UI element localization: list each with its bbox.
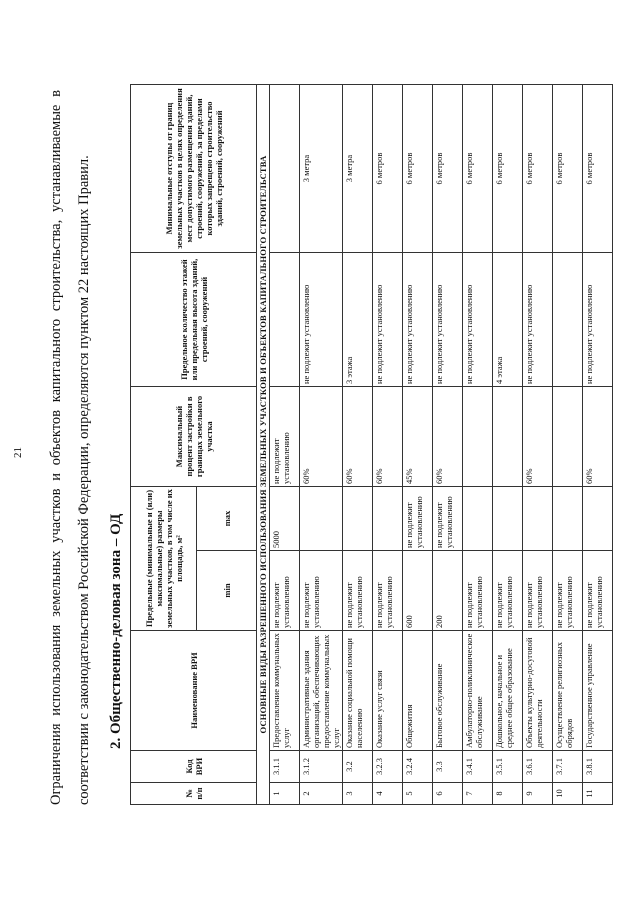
cell-percent: 60% [300, 387, 343, 487]
header-code: Код ВРИ [131, 751, 257, 783]
table-row [343, 85, 373, 805]
cell-setback: 6 метров [373, 85, 403, 253]
cell-name: Оказание социальной помощи населению [343, 631, 373, 751]
cell-code: 3.6.1 [523, 751, 553, 783]
cell-floors: не подлежит установлению [403, 253, 433, 387]
cell-max: не подлежит установлению [433, 487, 463, 551]
cell-num: 3 [343, 783, 373, 805]
cell-min: не подлежит установлению [553, 551, 583, 631]
cell-num: 1 [270, 783, 300, 805]
cell-code: 3.2 [343, 751, 373, 783]
table-row [433, 85, 463, 805]
cell-num: 2 [300, 783, 343, 805]
cell-percent: 60% [373, 387, 403, 487]
cell-name: Осуществление религиозных обрядов [553, 631, 583, 751]
cell-min: не подлежит установлению [523, 551, 553, 631]
cell-name: Государственное управление [583, 631, 613, 751]
cell-max [300, 487, 343, 551]
cell-max [463, 487, 493, 551]
cell-num: 10 [553, 783, 583, 805]
cell-setback: 6 метров [433, 85, 463, 253]
cell-max [523, 487, 553, 551]
cell-name: Объекты культурно-досуговой деятельности [523, 631, 553, 751]
cell-setback: 6 метров [403, 85, 433, 253]
cell-code: 3.3 [433, 751, 463, 783]
cell-floors: не подлежит установлению [373, 253, 403, 387]
cell-percent: 60% [433, 387, 463, 487]
cell-code: 3.7.1 [553, 751, 583, 783]
cell-floors: не подлежит установлению [463, 253, 493, 387]
intro-paragraph [42, 90, 98, 805]
cell-code: 3.1.1 [270, 751, 300, 783]
cell-setback: 6 метров [553, 85, 583, 253]
table-row [373, 85, 403, 805]
header-setback: Минимальные отступы от границ земельных участков в целях определения мест допустимого размещения зданий, строений, сооружений, за пределами которых запрещено строительство зданий, строений, сооружений [131, 85, 257, 253]
cell-percent [463, 387, 493, 487]
cell-setback: 6 метров [523, 85, 553, 253]
cell-percent: 60% [343, 387, 373, 487]
cell-num: 6 [433, 783, 463, 805]
cell-min: не подлежит установлению [300, 551, 343, 631]
cell-max: 5000 [270, 487, 300, 551]
cell-name: Бытовое обслуживание [433, 631, 463, 751]
table-row [553, 85, 583, 805]
header-max: max [197, 487, 257, 551]
cell-percent: не подлежит установлению [270, 387, 300, 487]
cell-num: 9 [523, 783, 553, 805]
header-min: min [197, 551, 257, 631]
cell-max [583, 487, 613, 551]
table-row [300, 85, 343, 805]
cell-floors [553, 253, 583, 387]
cell-setback: 3 метра [343, 85, 373, 253]
cell-floors: не подлежит установлению [300, 253, 343, 387]
cell-min: не подлежит установлению [583, 551, 613, 631]
cell-floors: не подлежит установлению [583, 253, 613, 387]
cell-name: Оказание услуг связи [373, 631, 403, 751]
table-row [583, 85, 613, 805]
cell-code: 3.5.1 [493, 751, 523, 783]
header-percent: Максимальный процент застройки в границах земельного участка [131, 387, 257, 487]
cell-floors: 3 этажа [343, 253, 373, 387]
cell-min: не подлежит установлению [270, 551, 300, 631]
cell-num: 11 [583, 783, 613, 805]
cell-num: 4 [373, 783, 403, 805]
header-name: Наименование ВРИ [131, 631, 257, 751]
cell-setback: 6 метров [463, 85, 493, 253]
cell-percent [493, 387, 523, 487]
cell-max [553, 487, 583, 551]
cell-max [493, 487, 523, 551]
cell-code: 3.8.1 [583, 751, 613, 783]
cell-percent [553, 387, 583, 487]
cell-code: 3.1.2 [300, 751, 343, 783]
cell-num: 7 [463, 783, 493, 805]
cell-min: 600 [403, 551, 433, 631]
cell-setback [270, 85, 300, 253]
cell-code: 3.2.4 [403, 751, 433, 783]
cell-min: 200 [433, 551, 463, 631]
cell-setback: 6 метров [583, 85, 613, 253]
section-title: ОСНОВНЫЕ ВИДЫ РАЗРЕШЕННОГО ИСПОЛЬЗОВАНИЯ ЗЕМЕЛЬНЫХ УЧАСТКОВ И ОБЪЕКТОВ КАПИТАЛЬНОГО СТРОИТЕЛЬСТВА [257, 85, 270, 805]
cell-floors [270, 253, 300, 387]
cell-name: Общежития [403, 631, 433, 751]
cell-code: 3.4.1 [463, 751, 493, 783]
table-row [463, 85, 493, 805]
header-num: № п/п [131, 783, 257, 805]
cell-max [373, 487, 403, 551]
cell-floors: 4 этажа [493, 253, 523, 387]
cell-min: не подлежит установлению [343, 551, 373, 631]
header-size: Предельные (минимальные и (или) максимальные) размеры земельных участков, в том числе их площадь, м² [131, 487, 197, 631]
cell-min: не подлежит установлению [493, 551, 523, 631]
table-row [493, 85, 523, 805]
zoning-table [130, 84, 613, 805]
header-floors: Предельное количество этажей или предельная высота зданий, строений, сооружений [131, 253, 257, 387]
cell-floors: не подлежит установлению [523, 253, 553, 387]
cell-setback: 6 метров [493, 85, 523, 253]
table-row [403, 85, 433, 805]
cell-name: Предоставление коммунальных услуг [270, 631, 300, 751]
table-row [523, 85, 553, 805]
cell-num: 5 [403, 783, 433, 805]
cell-min: не подлежит установлению [373, 551, 403, 631]
cell-name: Дошкольное, начальное и среднее общее образование [493, 631, 523, 751]
cell-max: не подлежит установлению [403, 487, 433, 551]
intro-line-1: Ограничения использования земельных участков и объектов капитального строительства, устанавливаемые в [48, 90, 64, 805]
cell-name: Административные здания организаций, обеспечивающих предоставление коммунальных услуг [300, 631, 343, 751]
cell-floors: не подлежит установлению [433, 253, 463, 387]
zone-title: 2. Общественно-деловая зона – ОД [108, 513, 124, 749]
cell-min: не подлежит установлению [463, 551, 493, 631]
cell-max [343, 487, 373, 551]
cell-percent: 45% [403, 387, 433, 487]
cell-num: 8 [493, 783, 523, 805]
table-row [270, 85, 300, 805]
cell-setback: 3 метра [300, 85, 343, 253]
cell-name: Амбулаторно-поликлиническое обслуживание [463, 631, 493, 751]
intro-line-2: соответствии с законодательством Российской Федерации, определяются пунктом 22 настоящих Правил. [76, 155, 92, 805]
cell-percent: 60% [583, 387, 613, 487]
cell-code: 3.2.3 [373, 751, 403, 783]
page-number: 21 [12, 447, 24, 458]
cell-percent: 60% [523, 387, 553, 487]
